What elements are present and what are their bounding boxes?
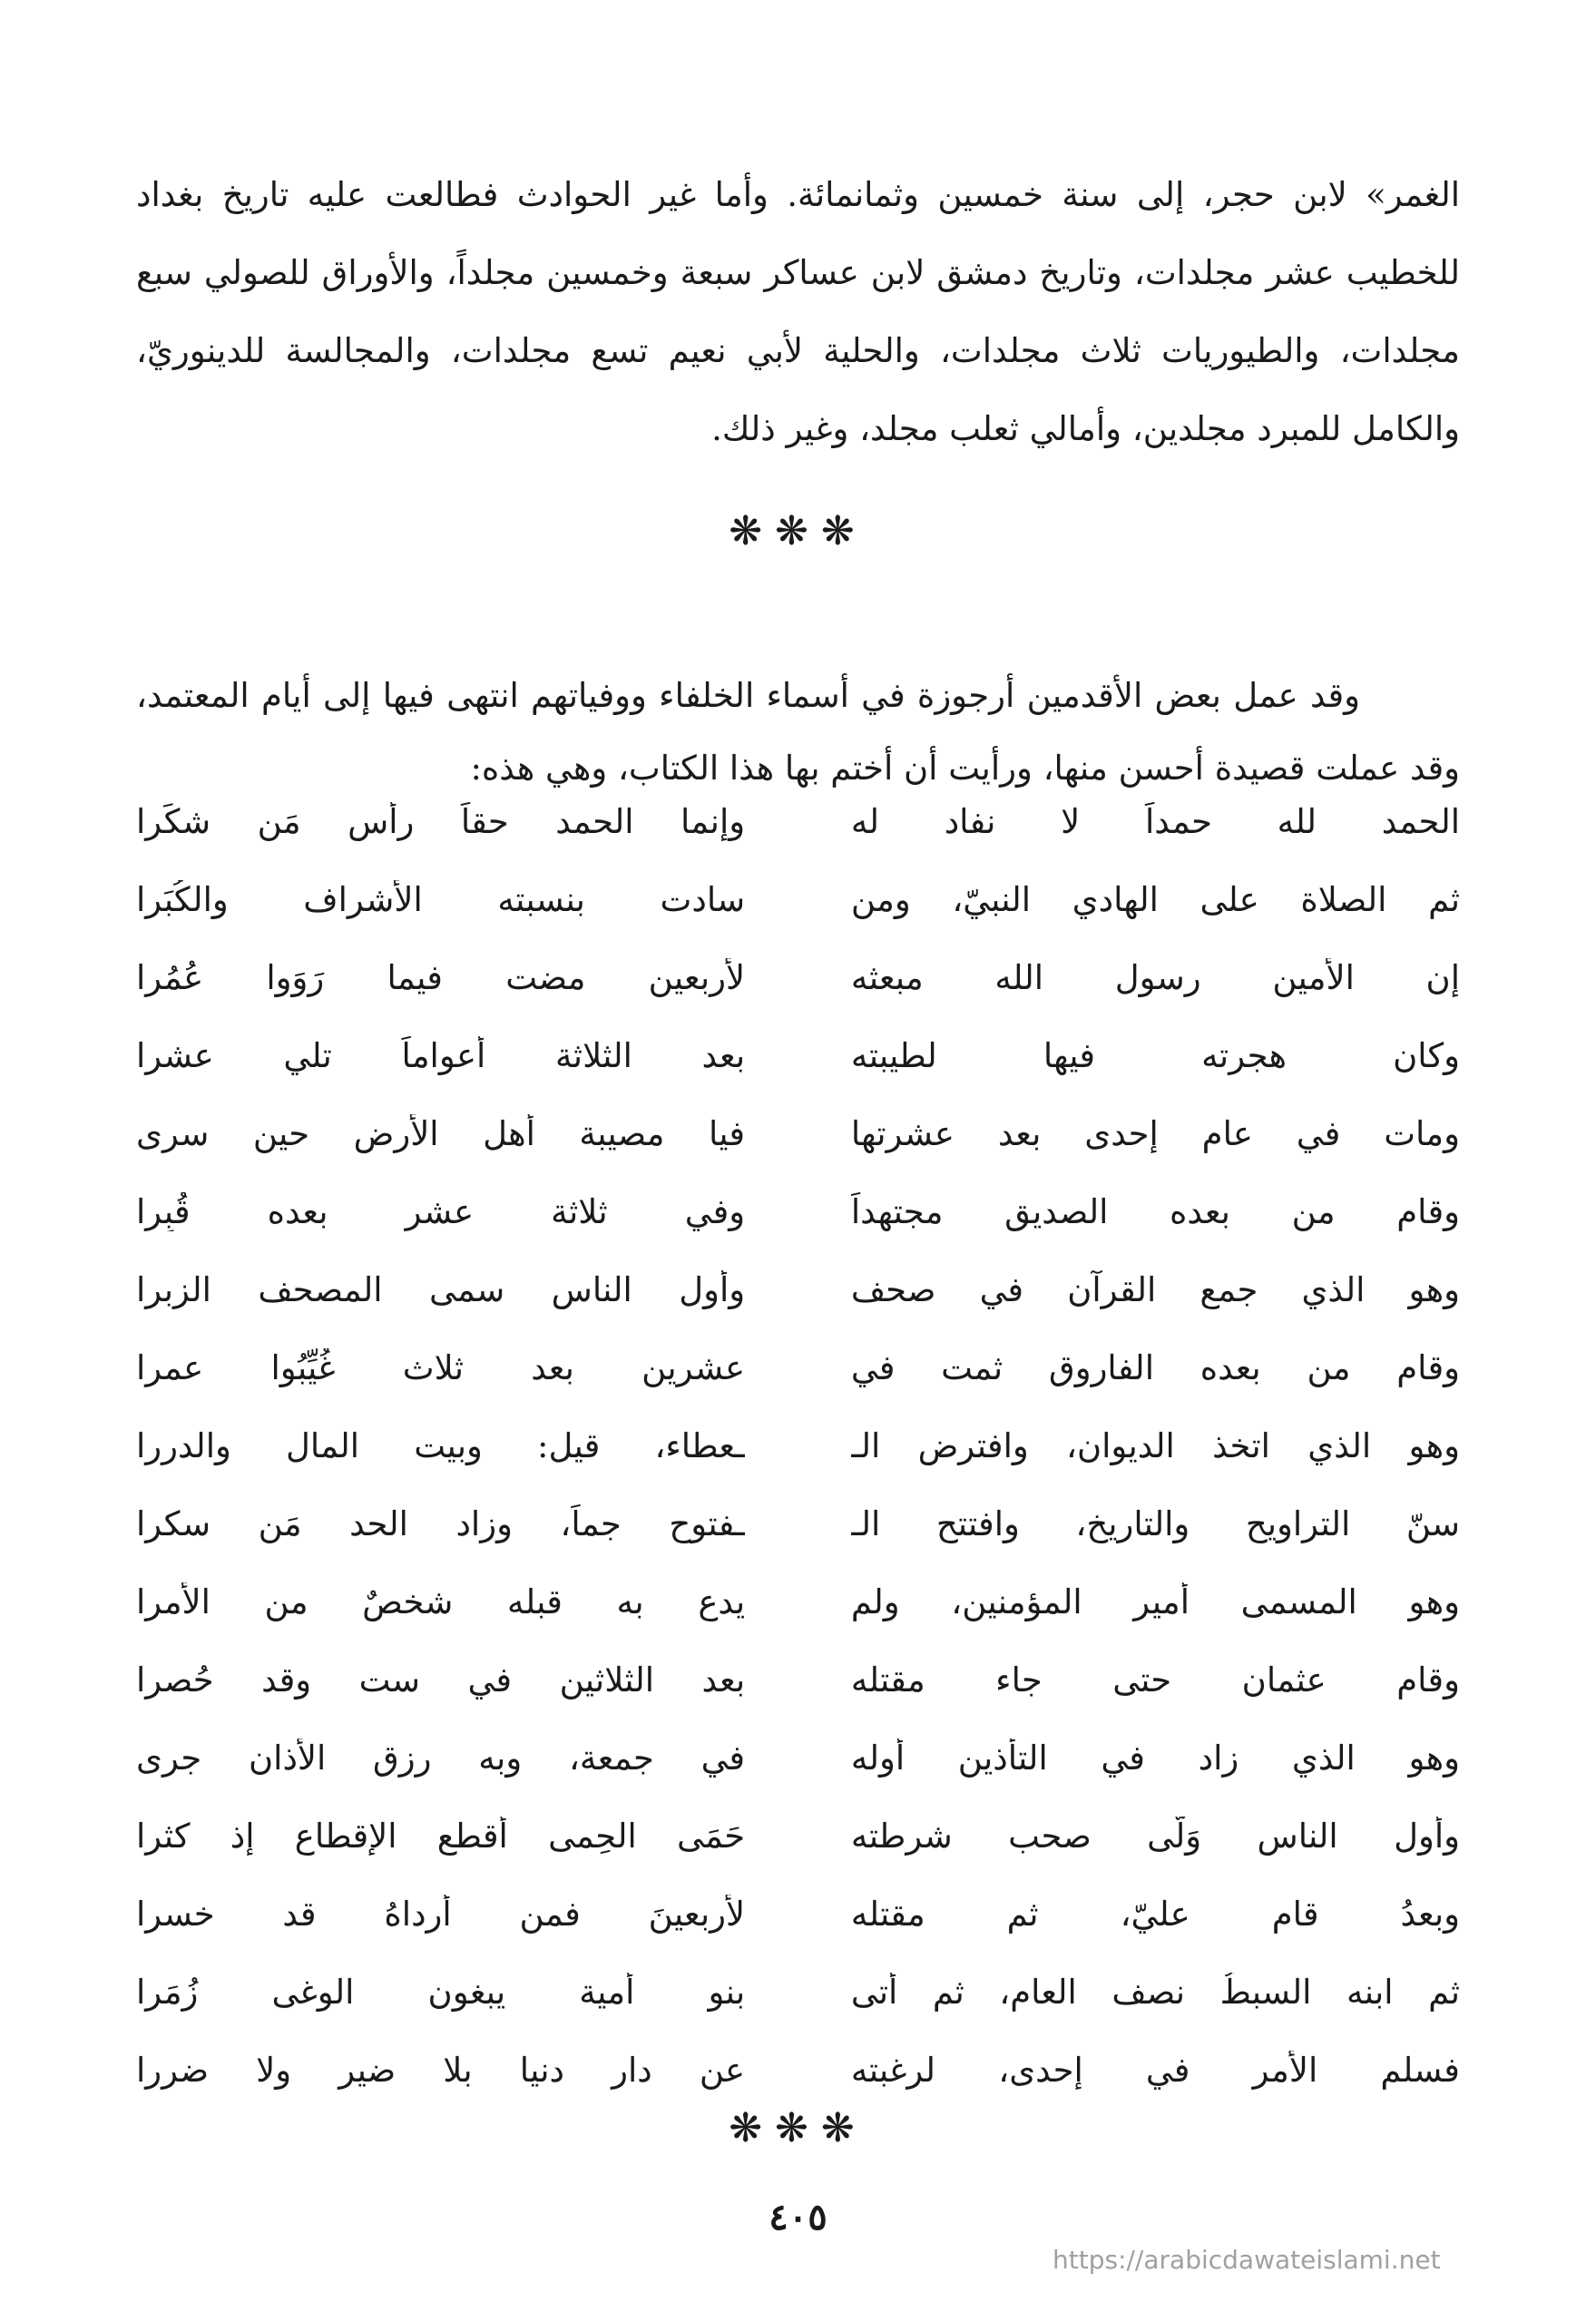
verse-first-hemistich: وهو الذي زاد في التأذين أوله [850, 1738, 1460, 1778]
poem-verse [136, 1797, 1460, 1875]
verse-first-hemistich: وكان هجرته فيها لطيبته [850, 1035, 1460, 1075]
verse-first-hemistich: وقام من بعده الصديق مجتهداً [850, 1191, 1460, 1231]
verse-first-hemistich: وبعدُ قام عليّ، ثم مقتله [850, 1894, 1460, 1934]
poem-verse [136, 1016, 1460, 1094]
poem-verse [136, 1328, 1460, 1406]
intro-paragraph: وقد عمل بعض الأقدمين أرجوزة في أسماء الخلفاء ووفياتهم انتهى فيها إلى أيام المعتمد، وقد عملت قصيدة أحسن منها، ورأيت أن أختم بها هذا الكتاب، وهي هذه: [136, 676, 1460, 788]
page-number: ٤٠٥ [769, 2196, 827, 2239]
verse-second-hemistich: حَمَى الحِمى أقطع الإقطاع إذ كثرا [136, 1816, 746, 1856]
verse-second-hemistich: سادت بنسبته الأشراف والكُبَرا [136, 879, 746, 919]
verse-second-hemistich: فيا مصيبة أهل الأرض حين سرى [136, 1113, 746, 1153]
poem-verse [136, 782, 1460, 860]
section-divider-bottom: ❋❋❋ [729, 2105, 867, 2151]
verse-second-hemistich: بعد الثلاثة أعواماً تلي عشرا [136, 1035, 746, 1075]
poem-verse [136, 1172, 1460, 1250]
poem-verse [136, 938, 1460, 1016]
verse-first-hemistich: وهو المسمى أمير المؤمنين، ولم [850, 1582, 1460, 1621]
verse-second-hemistich: في جمعة، وبه رزق الأذان جرى [136, 1738, 746, 1778]
section-divider-top: ❋❋❋ [729, 508, 867, 554]
verse-second-hemistich: وفي ثلاثة عشر بعده قُبِرا [136, 1191, 746, 1231]
verse-second-hemistich: يدع به قبله شخصٌ من الأمرا [136, 1582, 746, 1621]
poem-verse [136, 1875, 1460, 1953]
verse-first-hemistich: وهو الذي جمع القرآن في صحف [850, 1269, 1460, 1309]
verse-first-hemistich: فسلم الأمر في إحدى، لرغبته [850, 2050, 1460, 2090]
poem-verse [136, 860, 1460, 938]
poem-verse [136, 1953, 1460, 2031]
verse-second-hemistich: عن دار دنيا بلا ضير ولا ضررا [136, 2050, 746, 2090]
verse-first-hemistich: سنّ التراويح والتاريخ، وافتتح الـ [850, 1504, 1460, 1543]
verse-first-hemistich: وهو الذي اتخذ الديوان، وافترض الـ [850, 1425, 1460, 1465]
verse-first-hemistich: ثم الصلاة على الهادي النبيّ، ومن [850, 879, 1460, 919]
poem-verse [136, 1250, 1460, 1328]
verse-second-hemistich: ـعطاء، قيل: وبيت المال والدررا [136, 1425, 746, 1465]
verse-first-hemistich: إن الأمين رسول الله مبعثه [850, 957, 1460, 997]
verse-second-hemistich: ـفتوح جماً، وزاد الحد مَن سكرا [136, 1504, 746, 1543]
verse-second-hemistich: لأربعين مضت فيما رَوَوا عُمُرا [136, 957, 746, 997]
verse-second-hemistich: عشرين بعد ثلاث غُيِّبُوا عمرا [136, 1347, 746, 1387]
verse-first-hemistich: الحمد لله حمداً لا نفاد له [850, 801, 1460, 841]
verse-second-hemistich: بنو أمية يبغون الوغى زُمَرا [136, 1972, 746, 2012]
poem-verse [136, 1484, 1460, 1563]
poem-verse [136, 1406, 1460, 1484]
verse-first-hemistich: وأول الناس وَلّى صحب شرطته [850, 1816, 1460, 1856]
verse-first-hemistich: ومات في عام إحدى بعد عشرتها [850, 1113, 1460, 1153]
verse-second-hemistich: بعد الثلاثين في ست وقد حُصرا [136, 1660, 746, 1700]
verse-first-hemistich: ثم ابنه السبطُ نصف العام، ثم أتى [850, 1972, 1460, 2012]
verse-first-hemistich: وقام من بعده الفاروق ثمت في [850, 1347, 1460, 1387]
poem-verse [136, 1563, 1460, 1641]
poem-verse [136, 1094, 1460, 1172]
poem-verse [136, 1719, 1460, 1797]
poem-verse [136, 1641, 1460, 1719]
poem-verse [136, 2031, 1460, 2109]
verse-first-hemistich: وقام عثمان حتى جاء مقتله [850, 1660, 1460, 1700]
verse-second-hemistich: لأربعينَ فمن أرداهُ قد خسرا [136, 1894, 746, 1934]
watermark-url: https://arabicdawateislami.net [1053, 2245, 1441, 2275]
verse-second-hemistich: وأول الناس سمى المصحف الزبرا [136, 1269, 746, 1309]
opening-paragraph: الغمر» لابن حجر، إلى سنة خمسين وثمانمائة. وأما غير الحوادث فطالعت عليه تاريخ بغداد للخطيب عشر مجلدات، وتاريخ دمشق لابن عساكر سبعة وخمسين مجلداً، والأوراق للصولي سبع مجلدات، والطيوريات ثلاث مجلدات، والحلية لأبي نعيم تسع مجلدات، والمجالسة للدينوريّ، والكامل للمبرد مجلدين، وأمالي ثعلب مجلد، وغير ذلك. [136, 175, 1461, 448]
verse-second-hemistich: وإنما الحمد حقاً رأس مَن شكَرا [136, 801, 746, 841]
poem [136, 782, 1460, 2109]
